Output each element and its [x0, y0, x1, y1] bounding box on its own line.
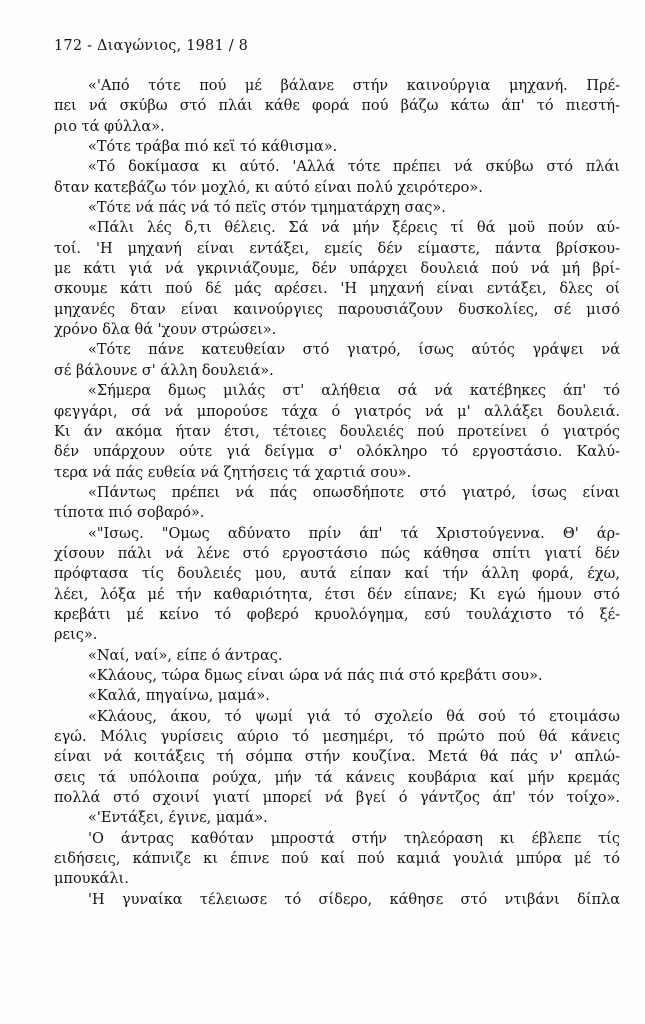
- text-line: σέ βάλουνε σ' άλλη δουλειά».: [54, 362, 274, 379]
- text-line: ριο τά φύλλα».: [54, 118, 165, 135]
- text-line: 'Η γυναίκα τέλειωσε τό σίδερο, κάθησε στό ντιβάνι δίπλα: [88, 891, 620, 908]
- text-line: πολλά στό σχοινί γιατί μπορεί νά βγεί ό γάντζος άπ' τόν τοίχο».: [54, 790, 620, 807]
- text-line: Κι άν ακόμα ήταν έτσι, τέτοιες δουλειές πού προτείνει ό γιατρός: [54, 423, 620, 440]
- text-line: σεις τά υπόλοιπα ρούχα, μήν τά κάνεις κουβάρια καί μήν κρεμάς: [54, 769, 620, 786]
- text-line: «Πάντως πρέπει νά πάς οπωσδήποτε στό γιατρό, ίσως είναι: [88, 484, 620, 501]
- text-line: φεγγάρι, σά νά μπορούσε τάχα ό γιατρός νά μ' αλλάξει δουλειά.: [54, 403, 620, 420]
- text-line: εγώ. Μόλις γυρίσεις αύριο τό μεσημέρι, τό πρώτο πού θά κάνεις: [54, 729, 620, 745]
- text-line: κρεβάτι μέ κείνο τό φοβερό κρυολόγημα, εσύ τουλάχιστο τό ξέ-: [54, 606, 620, 623]
- text-line: μηχανές δταν είναι καινούργιες παρουσιάζουν δυσκολίες, σέ μισό: [54, 301, 620, 318]
- running-head: 172 - Διαγώνιος, 1981 / 8: [54, 38, 249, 54]
- text-line: σκουμε κάτι πού δέ μάς αρέσει. 'Η μηχανή είναι εντάξει, δλες οί: [54, 281, 620, 298]
- text-line: λέει, λόξα μέ τήν καθαριότητα, έτσι δέν είπανε; Κι εγώ ήμουν στό: [54, 586, 620, 603]
- text-line: είναι νά κοιτάξεις τή σόμπα στήν κουζίνα. Μετά θά πάς ν' απλώ-: [54, 749, 620, 766]
- text-line: «Καλά, πηγαίνω, μαμά».: [88, 688, 270, 705]
- text-line: δέν υπάρχουν ούτε γιά δείγμα σ' ολόκληρο τό εργοστάσιο. Καλύ-: [54, 444, 620, 461]
- text-line: «Τό δοκίμασα κι αύτό. 'Αλλά τότε πρέπει νά σκύβω στό πλάι: [88, 159, 620, 176]
- text-line: ρεις».: [54, 627, 98, 644]
- text-line: «'Από τότε πού μέ βάλανε στήν καινούργια μηχανή. Πρέ-: [88, 78, 620, 94]
- text-line: πρόφτασα τίς δουλειές μου, αυτά είπαν καί τήν άλλη φορά, έχω,: [54, 566, 620, 583]
- text-line: τίποτα πιό σοβαρό».: [54, 505, 205, 522]
- text-line: «Σήμερα δμως μιλάς στ' αλήθεια σά νά κατέβηκες άπ' τό: [88, 383, 620, 400]
- text-line: «"Ισως. "Ομως αδύνατο πρίν άπ' τά Χριστούγεννα. Θ' άρ-: [88, 525, 620, 542]
- text-line: χρόνο δλα θά 'χουν στρώσει».: [54, 322, 277, 339]
- text-line: «Κλάους, άκου, τό ψωμί γιά τό σχολείο θά σού τό ετοιμάσω: [88, 708, 620, 725]
- text-line: μπουκάλι.: [54, 871, 129, 888]
- text-line: «Ναί, ναί», είπε ό άντρας.: [88, 647, 283, 664]
- text-line: 'Ο άντρας καθόταν μπροστά στήν τηλεόραση κι έβλεπε τίς: [88, 830, 620, 847]
- text-line: τοί. 'Η μηχανή είναι εντάξει, εμείς δέν είμαστε, πάντα βρίσκου-: [54, 240, 620, 257]
- text-line: «'Εντάξει, έγινε, μαμά».: [88, 810, 268, 827]
- text-line: «Πάλι λές δ,τι θέλεις. Σά νά μήν ξέρεις τί θά μοϋ πούν αύ-: [88, 220, 620, 237]
- text-line: «Κλάους, τώρα δμως είναι ώρα νά πάς πιά στό κρεβάτι σου».: [88, 667, 543, 684]
- text-line: με κάτι γιά νά γκρινιάζουμε, δέν υπάρχει δουλειά πού νά μή βρί-: [54, 261, 620, 278]
- text-line: «Τότε τράβα πιό κεϊ τό κάθισμα».: [88, 139, 338, 156]
- text-line: χίσουν πάλι νά λένε στό εργοστάσιο πώς κάθησα σπίτι γιατί δέν: [54, 545, 620, 562]
- text-line: «Τότε νά πάς νά τό πεϊς στόν τμηματάρχη σας».: [88, 200, 446, 217]
- body-text: [54, 76, 620, 910]
- text-line: «Τότε πάνε κατευθείαν στό γιατρό, ίσως αύτός γράψει νά: [88, 342, 620, 359]
- text-line: ειδήσεις, κάπνιζε κι έπινε πού καί πού καμιά γουλιά μπύρα μέ τό: [54, 851, 620, 868]
- text-line: δταν κατεβάζω τόν μοχλό, κι αύτό είναι πολύ χειρότερο».: [54, 179, 483, 196]
- text-line: πει νά σκύβω στό πλάι κάθε φορά πού βάζω κάτω άπ' τό πιεστή-: [54, 98, 620, 115]
- text-line: τερα νά πάς ευθεία νά ζητήσεις τά χαρτιά σου».: [54, 464, 412, 481]
